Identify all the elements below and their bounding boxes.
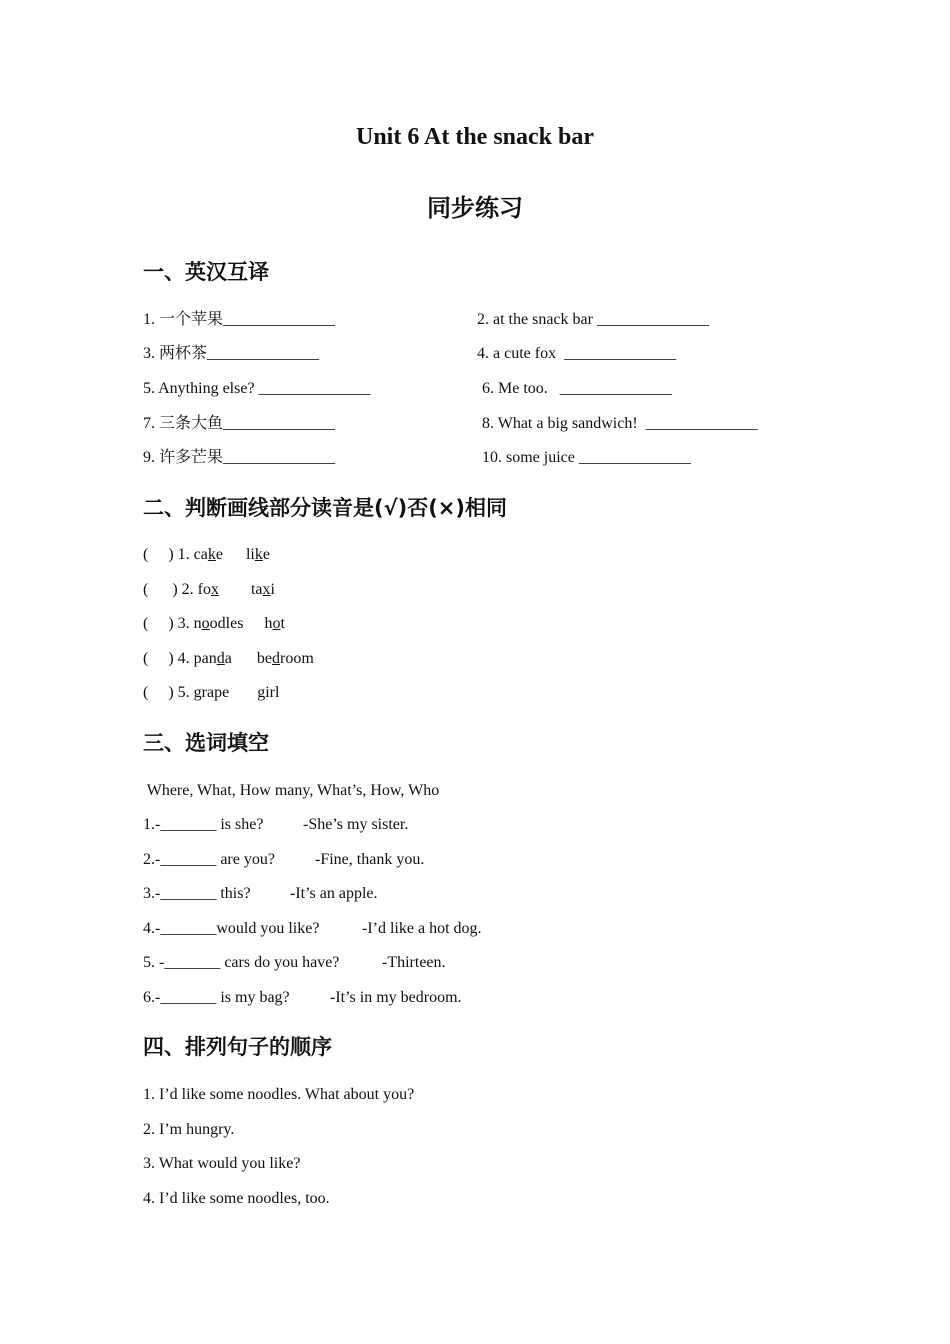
word-1: fox xyxy=(197,581,219,598)
sentence-item: 1. I’d like some noodles. What about you? xyxy=(143,1086,415,1103)
phonics-item: ( ) 5. grape girl xyxy=(143,684,280,701)
word-1: noodles xyxy=(193,615,244,632)
fill-blank-answer: -She’s my sister. xyxy=(303,816,409,833)
answer-blank[interactable]: ( ) xyxy=(143,615,174,632)
translation-item: 1. 一个苹果______________ xyxy=(143,311,336,328)
word-bank: Where, What, How many, What’s, How, Who xyxy=(143,782,440,799)
answer-blank[interactable]: ( ) xyxy=(143,684,174,701)
translation-item: 4. a cute fox ______________ xyxy=(477,345,677,362)
fill-blank-question: 5. -_______ cars do you have? xyxy=(143,954,340,971)
answer-blank[interactable]: ( ) xyxy=(143,650,174,667)
word-1: cake xyxy=(193,546,223,563)
section-3-heading: 三、选词填空 xyxy=(143,731,269,755)
fill-blank-answer: -I’d like a hot dog. xyxy=(362,920,482,937)
word-2: like xyxy=(245,546,270,563)
page-title: Unit 6 At the snack bar xyxy=(355,124,595,150)
translation-item: 2. at the snack bar ______________ xyxy=(477,311,709,328)
fill-blank-question: 6.-_______ is my bag? xyxy=(143,989,290,1006)
word-2: taxi xyxy=(250,581,275,598)
fill-blank-answer: -Thirteen. xyxy=(382,954,446,971)
translation-item: 3. 两杯茶______________ xyxy=(143,345,320,362)
word-2: bedroom xyxy=(256,650,314,667)
word-2: girl xyxy=(257,684,280,701)
phonics-item: ( ) 3. noodles hot xyxy=(143,615,285,632)
sentence-item: 4. I’d like some noodles, too. xyxy=(143,1190,330,1207)
translation-item: 6. Me too. ______________ xyxy=(482,380,672,397)
fill-blank-answer: -Fine, thank you. xyxy=(315,851,425,868)
translation-item: 10. some juice ______________ xyxy=(482,449,691,466)
fill-blank-question: 4.-_______would you like? xyxy=(143,920,320,937)
word-2: hot xyxy=(264,615,285,632)
answer-blank[interactable]: ( ) xyxy=(143,581,178,598)
word-1: panda xyxy=(193,650,232,667)
translation-item: 9. 许多芒果______________ xyxy=(143,449,336,466)
section-1-heading: 一、英汉互译 xyxy=(143,260,269,284)
translation-item: 8. What a big sandwich! ______________ xyxy=(482,415,758,432)
section-4-heading: 四、排列句子的顺序 xyxy=(143,1035,332,1059)
translation-item: 5. Anything else? ______________ xyxy=(143,380,371,397)
page-subtitle: 同步练习 xyxy=(427,194,523,222)
fill-blank-question: 1.-_______ is she? xyxy=(143,816,264,833)
phonics-item: ( ) 2. fox taxi xyxy=(143,581,275,598)
translation-item: 7. 三条大鱼______________ xyxy=(143,415,336,432)
fill-blank-question: 3.-_______ this? xyxy=(143,885,251,902)
fill-blank-answer: -It’s in my bedroom. xyxy=(330,989,462,1006)
answer-blank[interactable]: ( ) xyxy=(143,546,174,563)
fill-blank-answer: -It’s an apple. xyxy=(290,885,378,902)
phonics-item: ( ) 1. cake like xyxy=(143,546,270,563)
section-2-heading: 二、判断画线部分读音是(√)否(×)相同 xyxy=(143,496,507,520)
fill-blank-question: 2.-_______ are you? xyxy=(143,851,275,868)
sentence-item: 3. What would you like? xyxy=(143,1155,301,1172)
sentence-item: 2. I’m hungry. xyxy=(143,1121,235,1138)
phonics-item: ( ) 4. panda bedroom xyxy=(143,650,314,667)
word-1: grape xyxy=(193,684,230,701)
